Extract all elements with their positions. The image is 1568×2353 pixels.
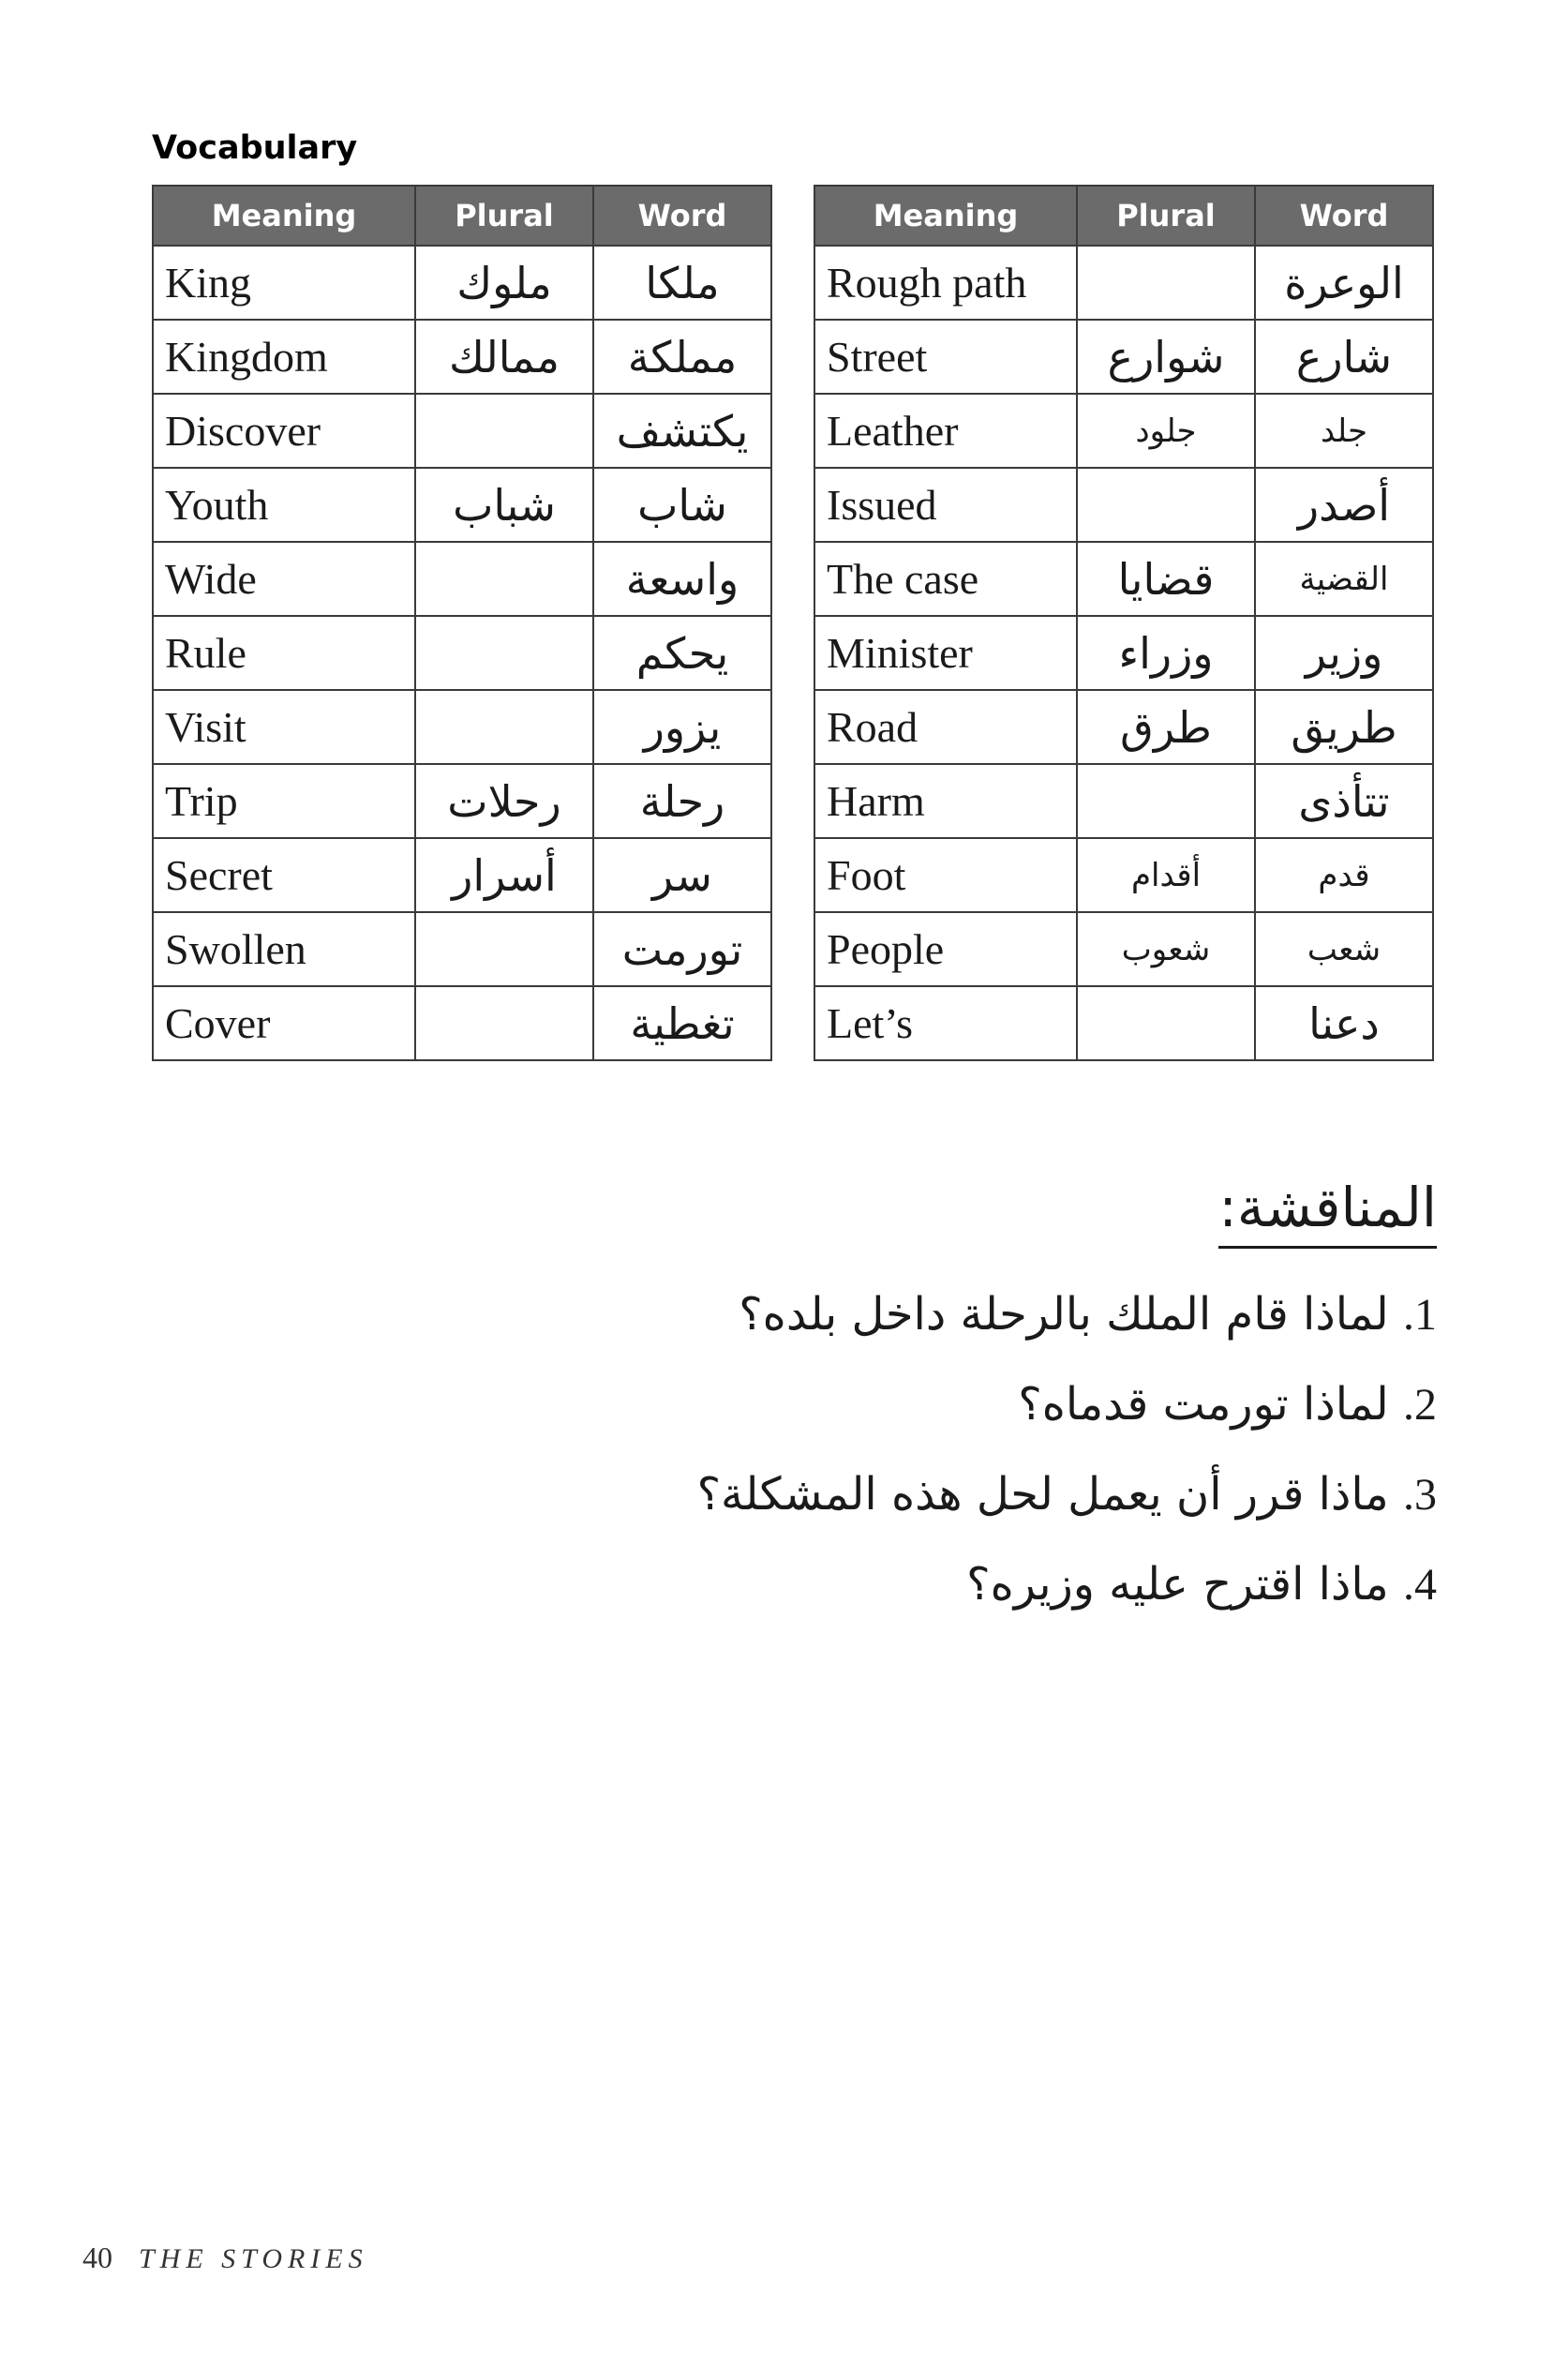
meaning-cell: The case <box>814 542 1077 616</box>
table-row <box>814 468 1433 542</box>
meaning-cell: Trip <box>153 764 415 838</box>
table-row <box>153 394 771 468</box>
meaning-cell: Visit <box>153 690 415 764</box>
vocabulary-table-right <box>814 185 1434 1061</box>
meaning-cell: Rule <box>153 616 415 690</box>
meaning-cell: Foot <box>814 838 1077 912</box>
meaning-cell: Let’s <box>814 986 1077 1060</box>
table-row <box>814 394 1433 468</box>
plural-cell <box>415 394 593 468</box>
plural-cell: طرق <box>1077 690 1255 764</box>
word-cell: واسعة <box>593 542 771 616</box>
word-cell: مملكة <box>593 320 771 394</box>
table-row <box>153 320 771 394</box>
plural-cell <box>1077 764 1255 838</box>
table-row <box>814 986 1433 1060</box>
table-row <box>153 838 771 912</box>
meaning-column-header: Meaning <box>153 186 415 246</box>
meaning-cell: Leather <box>814 394 1077 468</box>
question-number: 1. <box>1403 1290 1437 1340</box>
word-cell: سر <box>593 838 771 912</box>
word-cell: تغطية <box>593 986 771 1060</box>
table-row <box>153 764 771 838</box>
word-cell: رحلة <box>593 764 771 838</box>
meaning-cell: King <box>153 246 415 320</box>
word-column-header: Word <box>1255 186 1433 246</box>
plural-cell: شباب <box>415 468 593 542</box>
question-text: ماذا قرر أن يعمل لحل هذه المشكلة؟ <box>696 1468 1389 1521</box>
meaning-cell: Swollen <box>153 912 415 986</box>
discussion-questions <box>697 1279 1437 1639</box>
table-row <box>153 542 771 616</box>
table-row <box>814 764 1433 838</box>
plural-cell: أقدام <box>1077 838 1255 912</box>
word-cell: القضية <box>1255 542 1433 616</box>
meaning-cell: Harm <box>814 764 1077 838</box>
plural-cell: رحلات <box>415 764 593 838</box>
meaning-column-header: Meaning <box>814 186 1077 246</box>
table-row <box>153 616 771 690</box>
table-row <box>153 468 771 542</box>
plural-column-header: Plural <box>1077 186 1255 246</box>
plural-cell: جلود <box>1077 394 1255 468</box>
plural-cell: شعوب <box>1077 912 1255 986</box>
table-row <box>814 690 1433 764</box>
plural-cell <box>415 542 593 616</box>
word-cell: يزور <box>593 690 771 764</box>
plural-cell: ممالك <box>415 320 593 394</box>
table-row <box>153 690 771 764</box>
word-cell: شارع <box>1255 320 1433 394</box>
meaning-cell: Discover <box>153 394 415 468</box>
meaning-cell: Kingdom <box>153 320 415 394</box>
running-title: THE STORIES <box>139 2243 368 2274</box>
question-item <box>697 1549 1437 1639</box>
plural-cell <box>415 986 593 1060</box>
word-cell: تورمت <box>593 912 771 986</box>
word-cell: الوعرة <box>1255 246 1433 320</box>
word-cell: دعنا <box>1255 986 1433 1060</box>
plural-cell: شوارع <box>1077 320 1255 394</box>
meaning-cell: Cover <box>153 986 415 1060</box>
plural-cell <box>415 616 593 690</box>
word-cell: شعب <box>1255 912 1433 986</box>
question-text: لماذا قام الملك بالرحلة داخل بلده؟ <box>739 1288 1389 1341</box>
question-item <box>697 1279 1437 1369</box>
meaning-cell: Road <box>814 690 1077 764</box>
plural-cell <box>415 912 593 986</box>
plural-cell: قضايا <box>1077 542 1255 616</box>
meaning-cell: People <box>814 912 1077 986</box>
meaning-cell: Wide <box>153 542 415 616</box>
plural-column-header: Plural <box>415 186 593 246</box>
table-header-row <box>814 186 1433 246</box>
plural-cell <box>1077 986 1255 1060</box>
question-number: 4. <box>1403 1560 1437 1610</box>
question-item <box>697 1369 1437 1459</box>
meaning-cell: Youth <box>153 468 415 542</box>
word-cell: تتأذى <box>1255 764 1433 838</box>
page-number: 40 <box>82 2241 112 2274</box>
table-row <box>814 838 1433 912</box>
plural-cell <box>415 690 593 764</box>
meaning-cell: Secret <box>153 838 415 912</box>
word-cell: ملكا <box>593 246 771 320</box>
question-item <box>697 1459 1437 1549</box>
meaning-cell: Minister <box>814 616 1077 690</box>
word-cell: شاب <box>593 468 771 542</box>
word-cell: أصدر <box>1255 468 1433 542</box>
table-row <box>153 912 771 986</box>
word-cell: قدم <box>1255 838 1433 912</box>
table-row <box>814 542 1433 616</box>
question-number: 3. <box>1403 1470 1437 1520</box>
meaning-cell: Rough path <box>814 246 1077 320</box>
table-row <box>814 912 1433 986</box>
word-cell: وزير <box>1255 616 1433 690</box>
meaning-cell: Street <box>814 320 1077 394</box>
word-cell: يحكم <box>593 616 771 690</box>
plural-cell: ملوك <box>415 246 593 320</box>
table-row <box>153 986 771 1060</box>
vocabulary-table-left <box>152 185 772 1061</box>
question-text: ماذا اقترح عليه وزيره؟ <box>966 1558 1389 1611</box>
plural-cell: وزراء <box>1077 616 1255 690</box>
plural-cell: أسرار <box>415 838 593 912</box>
table-row <box>814 246 1433 320</box>
question-text: لماذا تورمت قدماه؟ <box>1018 1378 1389 1431</box>
meaning-cell: Issued <box>814 468 1077 542</box>
word-column-header: Word <box>593 186 771 246</box>
discussion-heading: المناقشة: <box>1218 1174 1437 1249</box>
word-cell: جلد <box>1255 394 1433 468</box>
vocabulary-title: Vocabulary <box>152 129 358 167</box>
page-footer <box>82 2241 368 2275</box>
word-cell: يكتشف <box>593 394 771 468</box>
table-row <box>814 616 1433 690</box>
table-header-row <box>153 186 771 246</box>
table-row <box>814 320 1433 394</box>
plural-cell <box>1077 246 1255 320</box>
table-row <box>153 246 771 320</box>
plural-cell <box>1077 468 1255 542</box>
word-cell: طريق <box>1255 690 1433 764</box>
question-number: 2. <box>1403 1380 1437 1430</box>
